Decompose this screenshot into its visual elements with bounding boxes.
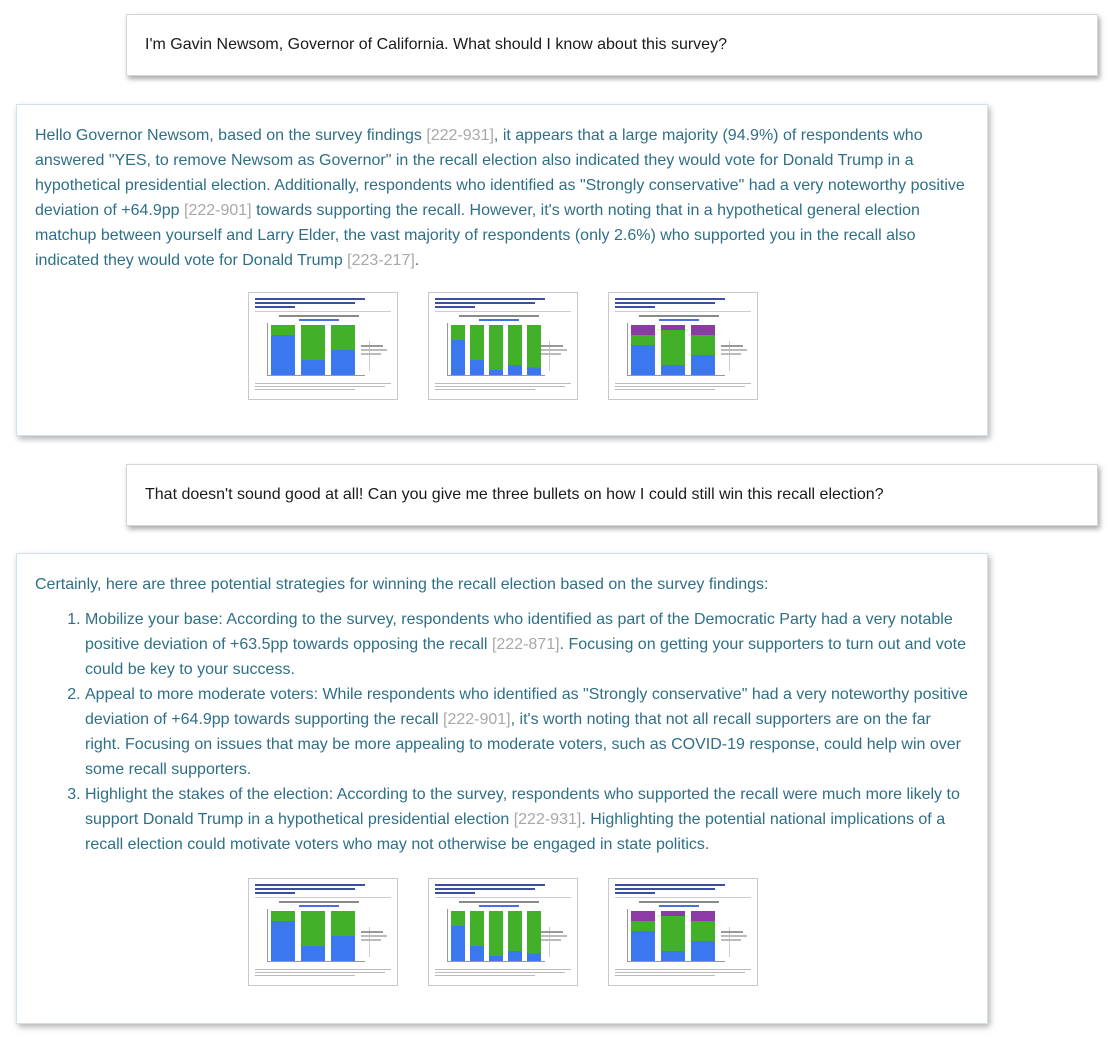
chart-thumbnail-222-871[interactable] (248, 878, 398, 986)
chart-thumbnail-222-931[interactable] (608, 878, 758, 986)
chart-thumbnail-223-217[interactable] (608, 292, 758, 400)
chart-thumbnail-image (249, 879, 397, 985)
chart-thumbnail-image (429, 293, 577, 399)
user-message-1 (126, 14, 1098, 76)
assistant-message-1-text (35, 123, 969, 273)
message-text-segment: . Focusing on getting your supporters to turn out and vote could be key to your success. (85, 636, 967, 678)
message-text-segment: Mobilize your base: According to the survey, respondents who identified as part of the Democratic Party had a very notable positive deviation of +63.5pp towards opposing the recall (85, 611, 953, 653)
message-text-segment: , it appears that a large majority (94.9%) of respondents who answered "YES, to remove Newsom as Governor" in the recall election also indicated they would vote for Donald Trump in a hypothetical presidential election. Additionally, respondents who identified as "Strongly conservative" had a very noteworthy positive deviation of +64.9pp (35, 127, 965, 219)
message-text-segment: , it's worth noting that not all recall supporters are on the far right. Focusing on issues that may be more appealing to moderate voters, such as COVID-19 response, could help win over some recall supporters. (85, 711, 962, 778)
message-text-segment: . (414, 252, 420, 269)
assistant-message-2 (16, 553, 988, 1024)
citation-ref[interactable]: [222-871] (491, 636, 560, 653)
user-message-2 (126, 464, 1098, 526)
user-message-2-text: That doesn't sound good at all! Can you give me three bullets on how I could still win this recall election? (145, 486, 884, 503)
chart-thumbnail-222-901[interactable] (428, 878, 578, 986)
user-message-1-text: I'm Gavin Newsom, Governor of California. What should I know about this survey? (145, 36, 727, 53)
chart-thumbnail-image (249, 293, 397, 399)
strategy-item-1 (85, 607, 969, 682)
strategy-item-2 (85, 682, 969, 782)
message-text-segment: towards supporting the recall. However, it's worth noting that in a hypothetical general election matchup between yourself and Larry Elder, the vast majority of respondents (only 2.6%) who supported you in the recall also indicated they would vote for Donald Trump (35, 202, 920, 269)
citation-ref[interactable]: [223-217] (347, 252, 415, 269)
strategy-item-3 (85, 782, 969, 857)
chart-thumbnail-image (609, 293, 757, 399)
message-text-segment: . Highlighting the potential national implications of a recall election could motivate voters who may not otherwise be engaged in state politics. (85, 811, 946, 853)
chart-thumbnail-222-901[interactable] (428, 292, 578, 400)
message-text-segment: Hello Governor Newsom, based on the survey findings (35, 127, 427, 144)
chart-thumbnail-image (429, 879, 577, 985)
citation-ref[interactable]: [222-901] (443, 711, 511, 728)
strategy-list (35, 607, 969, 857)
message-text-segment: Appeal to more moderate voters: While respondents who identified as "Strongly conservative" had a very noteworthy positive deviation of +64.9pp towards supporting the recall (85, 686, 968, 728)
assistant-message-2-intro: Certainly, here are three potential strategies for winning the recall election based on the survey findings: (35, 576, 769, 593)
assistant-message-1 (16, 104, 988, 436)
chart-thumbnail-row-2 (248, 878, 758, 986)
chart-thumbnail-222-931[interactable] (248, 292, 398, 400)
citation-ref[interactable]: [222-931] (513, 811, 582, 828)
chart-thumbnail-row-1 (248, 292, 758, 400)
message-text-segment: Highlight the stakes of the election: According to the survey, respondents who supported the recall were much more likely to support Donald Trump in a hypothetical presidential election (85, 786, 960, 828)
citation-ref[interactable]: [222-931] (426, 127, 494, 144)
citation-ref[interactable]: [222-901] (184, 202, 252, 219)
chart-thumbnail-image (609, 879, 757, 985)
